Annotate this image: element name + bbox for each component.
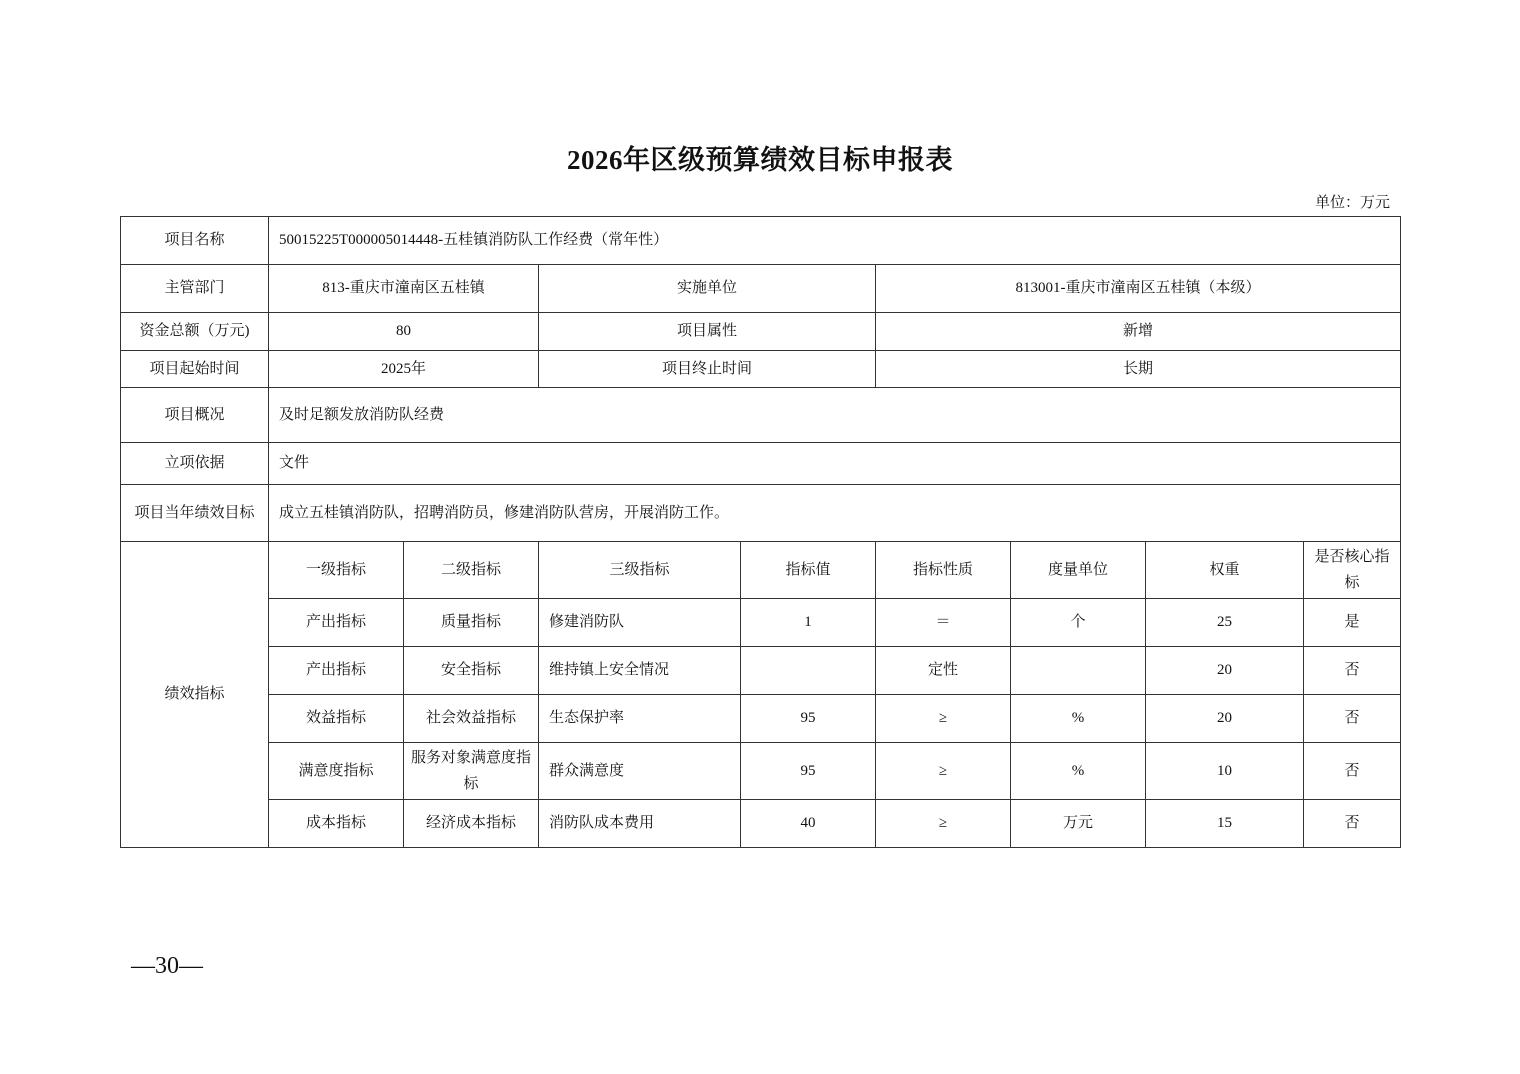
value-implementing-unit: 813001-重庆市潼南区五桂镇（本级）	[876, 265, 1401, 313]
cell-indicator-value: 40	[741, 800, 876, 848]
label-overview: 项目概况	[121, 388, 269, 443]
cell-indicator-value: 1	[741, 599, 876, 647]
table-row	[121, 743, 1401, 800]
cell-level3: 生态保护率	[539, 695, 741, 743]
cell-indicator-value: 95	[741, 695, 876, 743]
cell-level2: 质量指标	[404, 599, 539, 647]
cell-indicator-nature: ≥	[876, 743, 1011, 800]
label-performance-indicators: 绩效指标	[121, 542, 269, 848]
cell-level2: 服务对象满意度指标	[404, 743, 539, 800]
cell-weight: 25	[1146, 599, 1304, 647]
row-project-name	[121, 217, 1401, 265]
row-period	[121, 351, 1401, 388]
page-title: 2026年区级预算绩效目标申报表	[567, 145, 953, 175]
cell-is-core: 否	[1304, 647, 1401, 695]
page-number: —30—	[131, 953, 203, 979]
cell-measurement-unit	[1011, 647, 1146, 695]
cell-level2: 经济成本指标	[404, 800, 539, 848]
label-end-time: 项目终止时间	[539, 351, 876, 388]
cell-level2: 安全指标	[404, 647, 539, 695]
label-implementing-unit: 实施单位	[539, 265, 876, 313]
table-row	[121, 599, 1401, 647]
label-project-attribute: 项目属性	[539, 313, 876, 351]
cell-indicator-value: 95	[741, 743, 876, 800]
row-annual-goal	[121, 485, 1401, 542]
budget-performance-table	[120, 216, 1401, 848]
cell-measurement-unit: %	[1011, 695, 1146, 743]
table-row	[121, 695, 1401, 743]
cell-indicator-value	[741, 647, 876, 695]
value-total-fund: 80	[269, 313, 539, 351]
cell-level3: 维持镇上安全情况	[539, 647, 741, 695]
value-project-attribute: 新增	[876, 313, 1401, 351]
label-total-fund: 资金总额（万元)	[121, 313, 269, 351]
value-start-time: 2025年	[269, 351, 539, 388]
cell-indicator-nature: 定性	[876, 647, 1011, 695]
row-department	[121, 265, 1401, 313]
header-level2: 二级指标	[404, 542, 539, 599]
cell-is-core: 是	[1304, 599, 1401, 647]
cell-level3: 消防队成本费用	[539, 800, 741, 848]
indicator-header-row	[121, 542, 1401, 599]
row-fund	[121, 313, 1401, 351]
cell-measurement-unit: 个	[1011, 599, 1146, 647]
value-overview: 及时足额发放消防队经费	[269, 388, 1401, 443]
value-end-time: 长期	[876, 351, 1401, 388]
cell-weight: 20	[1146, 695, 1304, 743]
cell-is-core: 否	[1304, 743, 1401, 800]
row-overview	[121, 388, 1401, 443]
header-is-core: 是否核心指标	[1304, 542, 1401, 599]
header-indicator-nature: 指标性质	[876, 542, 1011, 599]
cell-level1: 满意度指标	[269, 743, 404, 800]
cell-weight: 20	[1146, 647, 1304, 695]
header-indicator-value: 指标值	[741, 542, 876, 599]
cell-measurement-unit: %	[1011, 743, 1146, 800]
value-basis: 文件	[269, 443, 1401, 485]
table-row	[121, 647, 1401, 695]
label-basis: 立项依据	[121, 443, 269, 485]
value-department: 813-重庆市潼南区五桂镇	[269, 265, 539, 313]
cell-level1: 产出指标	[269, 647, 404, 695]
cell-weight: 10	[1146, 743, 1304, 800]
cell-level2: 社会效益指标	[404, 695, 539, 743]
header-measurement-unit: 度量单位	[1011, 542, 1146, 599]
cell-level3: 群众满意度	[539, 743, 741, 800]
value-project-name: 50015225T000005014448-五桂镇消防队工作经费（常年性）	[269, 217, 1401, 265]
label-annual-goal: 项目当年绩效目标	[121, 485, 269, 542]
header-level3: 三级指标	[539, 542, 741, 599]
cell-is-core: 否	[1304, 695, 1401, 743]
label-department: 主管部门	[121, 265, 269, 313]
unit-note: 单位：万元	[1314, 195, 1390, 211]
header-weight: 权重	[1146, 542, 1304, 599]
table-row	[121, 800, 1401, 848]
header-level1: 一级指标	[269, 542, 404, 599]
row-basis	[121, 443, 1401, 485]
cell-indicator-nature: ＝	[876, 599, 1011, 647]
cell-measurement-unit: 万元	[1011, 800, 1146, 848]
cell-indicator-nature: ≥	[876, 695, 1011, 743]
cell-level1: 产出指标	[269, 599, 404, 647]
cell-is-core: 否	[1304, 800, 1401, 848]
label-project-name: 项目名称	[121, 217, 269, 265]
cell-level1: 效益指标	[269, 695, 404, 743]
value-annual-goal: 成立五桂镇消防队，招聘消防员，修建消防队营房，开展消防工作。	[269, 485, 1401, 542]
cell-level1: 成本指标	[269, 800, 404, 848]
cell-indicator-nature: ≥	[876, 800, 1011, 848]
cell-weight: 15	[1146, 800, 1304, 848]
label-start-time: 项目起始时间	[121, 351, 269, 388]
cell-level3: 修建消防队	[539, 599, 741, 647]
